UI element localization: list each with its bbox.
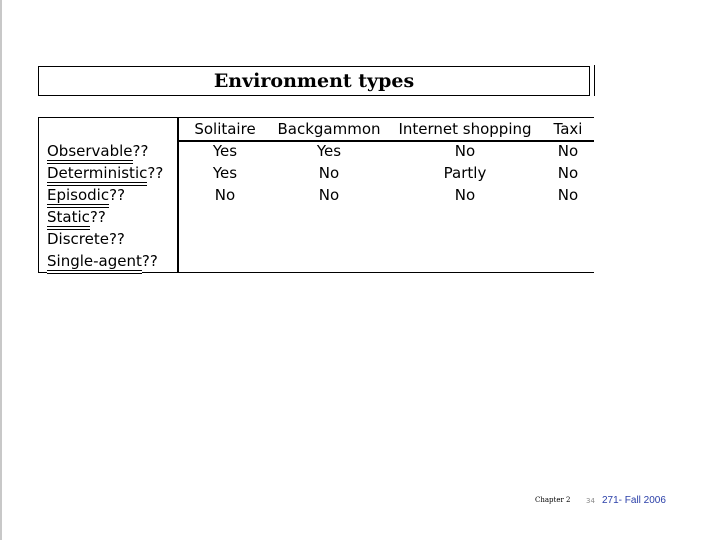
slide-title: Environment types bbox=[213, 70, 415, 92]
cell-observable-taxi: No bbox=[557, 142, 579, 160]
cell-observable-backgammon: Yes bbox=[316, 142, 342, 160]
title-box bbox=[38, 66, 590, 96]
row-label-observable: Observable?? bbox=[47, 142, 149, 160]
cell-observable-internet-shopping: No bbox=[454, 142, 476, 160]
cell-episodic-backgammon: No bbox=[318, 186, 340, 204]
footer-chapter: Chapter 2 bbox=[535, 496, 571, 504]
cell-episodic-taxi: No bbox=[557, 186, 579, 204]
row-label-episodic: Episodic?? bbox=[47, 186, 126, 204]
footer-page-number: 34 bbox=[586, 497, 595, 505]
environment-table bbox=[38, 117, 594, 273]
cell-episodic-solitaire: No bbox=[214, 186, 236, 204]
column-header-taxi: Taxi bbox=[553, 120, 583, 138]
row-label-deterministic: Deterministic?? bbox=[47, 164, 164, 182]
cell-deterministic-solitaire: Yes bbox=[212, 164, 238, 182]
cell-deterministic-backgammon: No bbox=[318, 164, 340, 182]
cell-deterministic-taxi: No bbox=[557, 164, 579, 182]
cell-episodic-internet-shopping: No bbox=[454, 186, 476, 204]
row-label-discrete: Discrete?? bbox=[47, 230, 125, 248]
column-header-backgammon: Backgammon bbox=[277, 120, 381, 138]
left-margin-rule bbox=[0, 0, 2, 540]
footer-course: 271- Fall 2006 bbox=[602, 495, 666, 506]
column-header-solitaire: Solitaire bbox=[194, 120, 256, 138]
column-header-internet-shopping: Internet shopping bbox=[398, 120, 532, 138]
row-label-static: Static?? bbox=[47, 208, 106, 226]
row-label-single-agent: Single-agent?? bbox=[47, 252, 158, 270]
cell-deterministic-internet-shopping: Partly bbox=[443, 164, 487, 182]
table-divider-horizontal bbox=[177, 140, 594, 142]
cell-observable-solitaire: Yes bbox=[212, 142, 238, 160]
